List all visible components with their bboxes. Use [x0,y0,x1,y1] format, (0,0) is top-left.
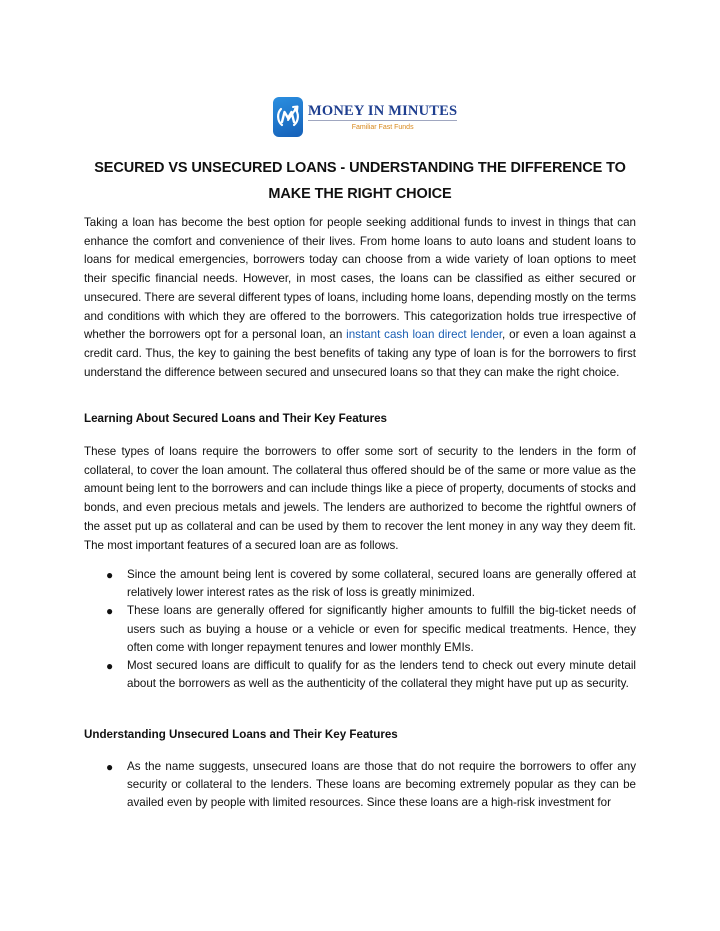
intro-paragraph [84,214,636,382]
list-item-text: Since the amount being lent is covered by some collateral, secured loans are generally offered at relatively lower interest rates as the risk of loss is greatly minimized. [127,568,636,600]
list-item [84,602,636,657]
logo-badge-icon [273,97,303,137]
logo-name: MONEY IN MINUTES [308,102,458,119]
list-item-text: These loans are generally offered for significantly higher amounts to fulfill the big-ticket needs of users such as buying a house or a vehicle or even for specific medical treatments. Hence, they often come with longer repayment tenures and lower monthly EMIs. [127,604,636,654]
bullet-icon: ● [106,659,114,674]
logo-text [308,103,457,132]
intro-text-start: Taking a loan has become the best option for people seeking additional funds to invest in things that can enhance the comfort and convenience of their lives. From home loans to auto loans and student loans to loans for medical emergencies, borrowers today can choose from a wide variety of loan options to meet their specific financial needs. However, in most cases, the loans can be classified as either secured or unsecured. There are several different types of loans, including home loans, depending mostly on the terms and conditions with which they are offered to the borrowers. This categorization holds true irrespective of whether the borrowers opt for a personal loan, an [84,216,636,342]
list-item-text: As the name suggests, unsecured loans are those that do not require the borrowers to offer any security or collateral to the lenders. These loans are becoming extremely popular as they can be availed even by people with limited resources. Since these loans are a high-risk investment for [127,760,636,810]
list-item [84,657,636,693]
lender-link[interactable]: instant cash loan direct lender [346,328,503,342]
logo [273,97,458,137]
unsecured-heading: Understanding Unsecured Loans and Their Key Features [84,728,398,741]
list-item [84,758,636,813]
intro-text-end: , or even a loan against a credit card. Thus, the key to gaining the best benefits of taking any type of loan is for the borrowers to first understand the difference between secured and unsecured loans so that they can make the right choice. [84,328,636,379]
logo-rule [308,120,457,121]
bullet-icon: ● [106,760,114,774]
unsecured-features-list [84,758,636,813]
secured-features-list [84,566,636,693]
bullet-icon: ● [106,604,114,619]
secured-paragraph: These types of loans require the borrowers to offer some sort of security to the lenders in the form of collateral, to cover the loan amount. The collateral thus offered should be of the same or more value as the amount being lent to the borrowers and can include things like a piece of property, documents of stocks and bonds, and even precious metals and jewels. The lenders are authorized to become the rightful owners of the asset put up as collateral and can be used by them to recover the lent money in any way they deem fit. The most important features of a secured loan are as follows. [84,445,636,552]
logo-tagline: Familiar Fast Funds [351,123,414,131]
page-title: SECURED VS UNSECURED LOANS - UNDERSTANDING THE DIFFERENCE TO MAKE THE RIGHT CHOICE [94,160,626,202]
bullet-icon: ● [106,568,114,582]
list-item-text: Most secured loans are difficult to qualify for as the lenders tend to check out every minute detail about the borrowers as well as the authenticity of the collateral they might have put up as security. [127,659,636,691]
laurel-m-icon [273,102,303,132]
list-item [84,566,636,602]
secured-heading: Learning About Secured Loans and Their Key Features [84,412,387,425]
